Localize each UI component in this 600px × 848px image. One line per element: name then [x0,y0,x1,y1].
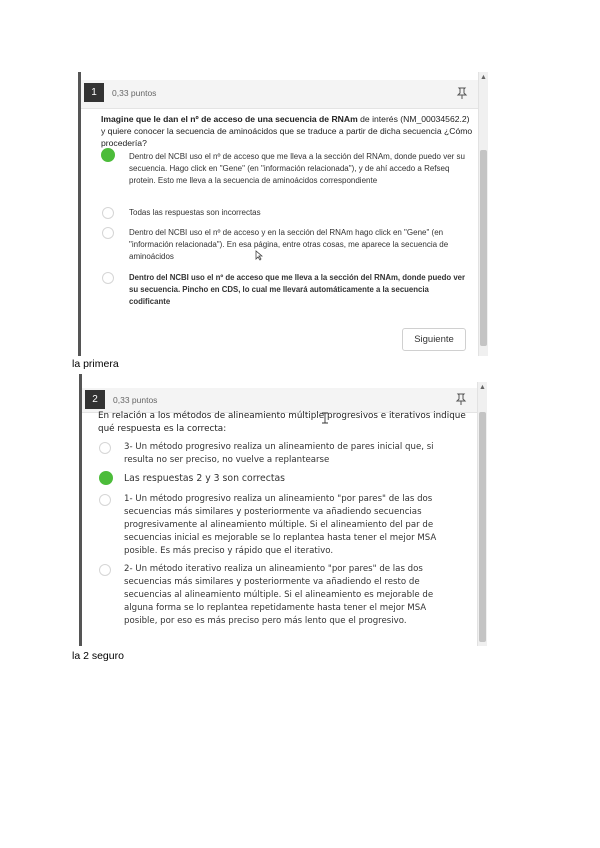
caption-second: la 2 seguro [72,650,124,662]
scrollbar-thumb[interactable] [479,412,486,642]
quiz-screenshot-2 [79,374,487,646]
scroll-up-arrow-icon[interactable]: ▲ [479,384,486,391]
answer-option-label: Las respuestas 2 y 3 son correctas [124,473,286,484]
radio-button[interactable] [99,494,111,506]
answer-option[interactable] [78,206,478,220]
question-text-rest: de interés (NM_00034562.2) y quiere conocer la secuencia de aminoácidos que se traduce a partir de dicha secuencia ¿Cómo procedería? [101,114,473,148]
answer-option[interactable] [78,148,478,200]
text-cursor-icon [321,412,329,424]
radio-button[interactable] [102,227,114,239]
radio-button[interactable] [99,442,111,454]
answer-option[interactable] [78,226,478,266]
answer-option-label: 3- Un método progresivo realiza un alineamiento de pares inicial que, si resulta no ser preciso, no vuelve a replantearse [124,442,434,465]
question-text-bold: Imagine que le dan el nº de acceso de una secuencia de RNAm [101,114,358,124]
question-text [101,113,476,149]
question-number-badge: 2 [85,390,105,409]
question-points: 0,33 puntos [112,88,157,98]
answer-option-label: Todas las respuestas son incorrectas [129,208,261,217]
answer-option[interactable] [79,441,479,467]
question-number-badge: 1 [84,83,104,102]
scrollbar-thumb[interactable] [480,150,487,346]
radio-button[interactable] [102,272,114,284]
quiz-screenshot-1 [78,72,488,356]
pin-icon[interactable] [455,392,467,406]
pin-icon[interactable] [456,86,468,100]
mouse-cursor-icon [255,250,263,261]
caption-first: la primera [72,358,119,370]
answer-option-label: 2- Un método iterativo realiza un alineamiento "por pares" de las dos secuencias más similares y posteriormente va añadiendo el resto de secuencias al alineamiento múltiple. Si el alineamiento es mejorable de alguna forma se lo replantea repetidamente hasta tener el mejor MSA posible, por eso es más preciso pero más lento que el progresivo. [124,564,434,626]
answer-option[interactable] [79,493,479,559]
answer-option[interactable] [79,563,479,629]
answer-option-label: Dentro del NCBI uso el nº de acceso que me lleva a la sección del RNAm, donde puedo ver su secuencia. Hago click en "Gene" (en "información relacionada"), y de ahí accedo a Refseq protein. Esto me lleva a la secuencia de aminoácidos correspondiente [129,152,465,185]
answer-option[interactable] [78,271,478,311]
radio-selected[interactable] [99,471,113,485]
question-header [81,80,478,109]
next-button[interactable]: Siguiente [402,328,466,351]
radio-selected[interactable] [101,148,115,162]
scroll-up-arrow-icon[interactable]: ▲ [480,74,487,81]
answer-option-label: Dentro del NCBI uso el nº de acceso y en la sección del RNAm hago click en "Gene" (en "información relacionada"). En esa página, entre otras cosas, me aparece la secuencia de aminoácidos [129,228,449,261]
answer-option[interactable] [79,471,479,487]
question-text: En relación a los métodos de alineamiento múltiple progresivos e iterativos indique qué respuesta es la correcta: [98,411,466,434]
scrollbar[interactable] [477,382,487,646]
answer-option-label: Dentro del NCBI uso el nº de acceso que me lleva a la sección del RNAm, donde puedo ver su secuencia. Pincho en CDS, lo cual me llevará automáticamente a la secuencia codificante [129,273,466,306]
question-points: 0,33 puntos [113,395,158,405]
radio-button[interactable] [102,207,114,219]
answer-option-label: 1- Un método progresivo realiza un alineamiento "por pares" de las dos secuencias más similares y posteriormente va añadiendo secuencias progresivamente al alineamiento múltiple. Si el alineamiento del par de secuencias inicial es mejorable se lo replantea hasta tener el mejor MSA posible. Es más preciso y rápido que el iterativo. [124,494,437,556]
scrollbar[interactable] [478,72,488,356]
radio-button[interactable] [99,564,111,576]
